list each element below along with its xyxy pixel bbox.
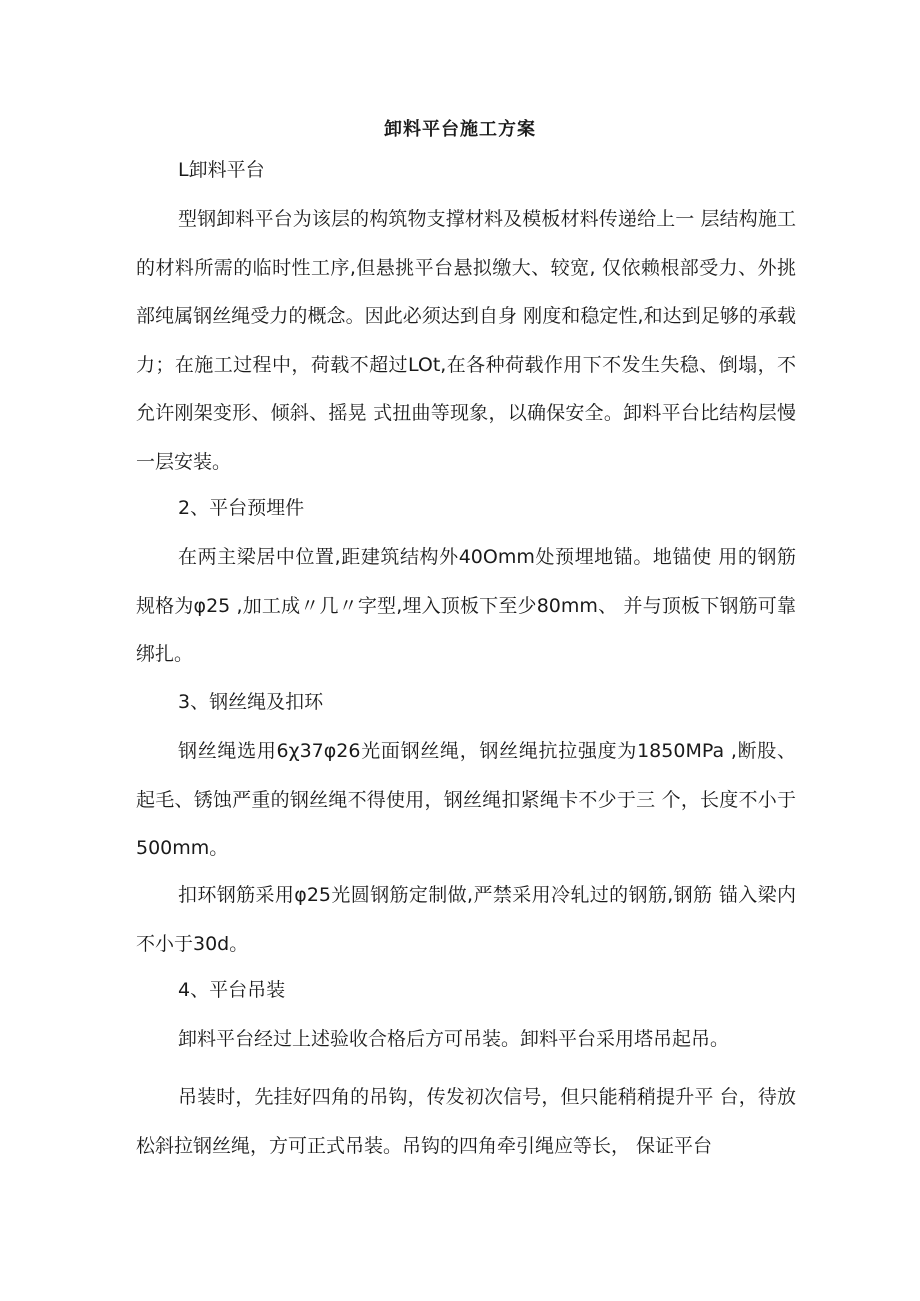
section-4-paragraph-2: 吊装时，先挂好四角的吊钩，传发初次信号，但只能稍稍提升平 台，待放松斜拉钢丝绳，方可正式吊装。吊钩的四角牵引绳应等长， 保证平台: [136, 1086, 796, 1157]
section-3-paragraph-1: 钢丝绳选用6χ37φ26光面钢丝绳，钢丝绳抗拉强度为1850MPa ,断股、起毛、锈蚀严重的钢丝绳不得使用，钢丝绳扣紧绳卡不少于三 个，长度不小于500mm。: [136, 740, 796, 859]
section-3-paragraph-2: 扣环钢筋采用φ25光圆钢筋定制做,严禁采用冷轧过的钢筋,钢筋 锚入梁内不小于30d。: [136, 884, 796, 955]
section-heading-3: 3、钢丝绳及扣环: [178, 691, 324, 713]
section-heading-4: 4、平台吊装: [178, 979, 286, 1001]
section-2-paragraph-1: 在两主梁居中位置,距建筑结构外40Omm处预埋地锚。地锚使 用的钢筋规格为φ25 ,加工成〃几〃字型,埋入顶板下至少80mm、 并与顶板下钢筋可靠绑扎。: [136, 546, 796, 665]
document-title: 卸料平台施工方案: [384, 119, 536, 140]
section-heading-1: L卸料平台: [178, 159, 265, 181]
section-1-paragraph-1: 型钢卸料平台为该层的构筑物支撑材料及模板材料传递给上一 层结构施工的材料所需的临时性工序,但悬挑平台悬拟缴大、较宽, 仅依赖根部受力、外挑部纯属钢丝绳受力的概念。因此必须达到自身 刚度和稳定性,和达到足够的承载力；在施工过程中，荷载不超过LOt,在各种荷载作用下不发生失稳、倒塌，不允许刚架变形、倾斜、摇晃 式扭曲等现象，以确保安全。卸料平台比结构层慢一层安装。: [136, 208, 796, 473]
section-4-paragraph-1: 卸料平台经过上述验收合格后方可吊装。卸料平台采用塔吊起吊。: [178, 1028, 730, 1050]
section-heading-2: 2、平台预埋件: [178, 497, 305, 519]
